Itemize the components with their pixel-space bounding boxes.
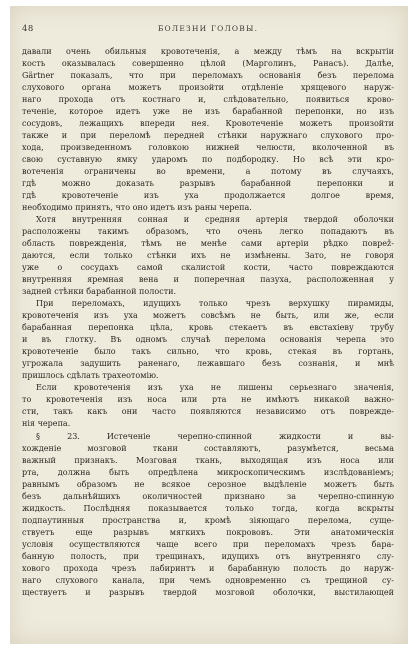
text-line: свою суставную ямку ударомъ по подбородку. Но всѣ эти кро-	[22, 155, 394, 165]
text-line: важный признакъ. Мозговая ткань, выходящая изъ носа или	[22, 455, 394, 465]
text-line: хода, произведенномъ головкою нижней челюсти, вколоченной въ	[22, 143, 394, 153]
text-line: подпаутинныя пространства и, кромѣ зіяющаго перелома, суще-	[22, 515, 394, 525]
page-number: 48	[22, 24, 34, 34]
text-line: то кровотеченія изъ носа или рта не имѣютъ никакой важно-	[22, 395, 394, 405]
book-page	[10, 6, 408, 644]
text-line: банную полость, при трещинахъ, идущихъ отъ внутренняго слу-	[22, 551, 394, 561]
text-line: теченіе, которое идетъ уже не изъ барабанной перепонки, но изъ	[22, 107, 394, 117]
text-line: гдѣ кровотеченіе изъ уха продолжается долгое время,	[22, 191, 394, 201]
text-line: наго слухового канала, при чемъ одновременно съ трещиной су-	[22, 575, 394, 585]
text-line: барабанная перепонка цѣла, кровь стекаетъ въ евстахіеву трубу	[22, 323, 394, 333]
text-line: ществуетъ и разрывъ твердой мозговой оболочки, выстилающей	[22, 587, 394, 597]
body-text	[22, 46, 394, 599]
running-title: БОЛЕЗНИ ГОЛОВЫ.	[157, 24, 259, 33]
text-line: кровотеченія изъ уха можетъ совсѣмъ не быть, или же, если	[22, 311, 394, 321]
text-line: равнымъ образомъ не всякое серозное выдѣленіе можетъ быть	[22, 479, 394, 489]
text-line: необходимо принять, что оно идетъ изъ раны черепа.	[22, 203, 252, 213]
text-line: рта, должна быть опредѣлена микроскопическимъ изслѣдованіемъ;	[22, 467, 394, 477]
text-line: условія осуществляются чаще всего при переломахъ чрезъ бара-	[22, 539, 394, 549]
text-line: пришлось сдѣлать трахеотомію.	[22, 371, 159, 381]
text-line: безъ дальнѣйшихъ околичностей признано за черепно-спинную	[22, 491, 394, 501]
text-line: Если кровотеченія изъ уха не лишены серьезнаго значенія,	[36, 383, 394, 393]
text-line: угрожала задушить раненаго, лежавшаго безъ сознанія, и мнѣ	[22, 359, 394, 369]
text-line: наго прохода отъ костнаго и, слѣдовательно, появиться крово-	[22, 95, 394, 105]
text-line: Gärtner показалъ, что при переломахъ основанія безъ перелома	[22, 71, 394, 81]
page-header	[22, 24, 394, 38]
text-line: ствуетъ еще разрывъ мягкихъ покрововъ. Эти анатомическія	[22, 527, 394, 537]
text-line: внутренняя яремная вена и поперечная пазуха, расположенная у	[22, 275, 394, 285]
text-line: сосудовъ, лежащихъ впереди нея. Кровотеченіе можетъ произойти	[22, 119, 394, 129]
text-line: и въ глотку. Въ одномъ случаѣ перелома основанія черепа это	[22, 335, 394, 345]
text-line: хожденіе мозговой ткани составляютъ, разумѣется, весьма	[22, 443, 394, 453]
text-line: Хотя внутренняя сонная и средняя артерія твердой оболочки	[36, 215, 394, 225]
text-line: § 23. Истеченіе черепно-спинной жидкости и вы-	[36, 431, 394, 441]
text-line: При переломахъ, идущихъ только чрезъ верхушку пирамиды,	[36, 299, 394, 309]
text-line: также и при переломѣ передней стѣнки наружнаго слухового про-	[22, 131, 394, 141]
text-line: нія черепа.	[22, 419, 71, 429]
text-line: область поврежденія, тѣмъ не менѣе сами артеріи рѣдко поврež-	[22, 239, 394, 249]
text-line: уже о сосудахъ самой скалистой кости, часто повреждаются	[22, 263, 394, 273]
text-line: хового прохода чрезъ лабиринтъ и барабанную полость до наруж-	[22, 563, 394, 573]
text-line: кость оказывалась совершенно цѣлой (Марголинъ, Ранасъ). Далѣе,	[22, 59, 394, 69]
text-line: жидкость. Послѣдняя показывается только тогда, когда вскрыты	[22, 503, 394, 513]
text-line: расположены такимъ образомъ, что очень легко попадаютъ въ	[22, 227, 394, 237]
text-line: вотеченія ограничены во времени, а потому въ случаяхъ,	[22, 167, 394, 177]
text-line: гдѣ можно доказать разрывъ барабанной перепонки и	[22, 179, 394, 189]
text-line: даются, если только стѣнки ихъ не измѣнены. Зато, не говоря	[22, 251, 394, 261]
text-line: слухового органа можетъ произойти отдѣленіе хрящевого наруж-	[22, 83, 394, 93]
text-line: задней стѣнки барабанной полости.	[22, 287, 177, 297]
text-line: кровотеченіе было такъ сильно, что кровь, стекая въ гортань,	[22, 347, 394, 357]
text-line: давали очень обильныя кровотеченія, а между тѣмъ на вскрытіи	[22, 47, 394, 56]
text-line: сти, такъ какъ они часто появляются независимо отъ поврежде-	[22, 407, 394, 417]
